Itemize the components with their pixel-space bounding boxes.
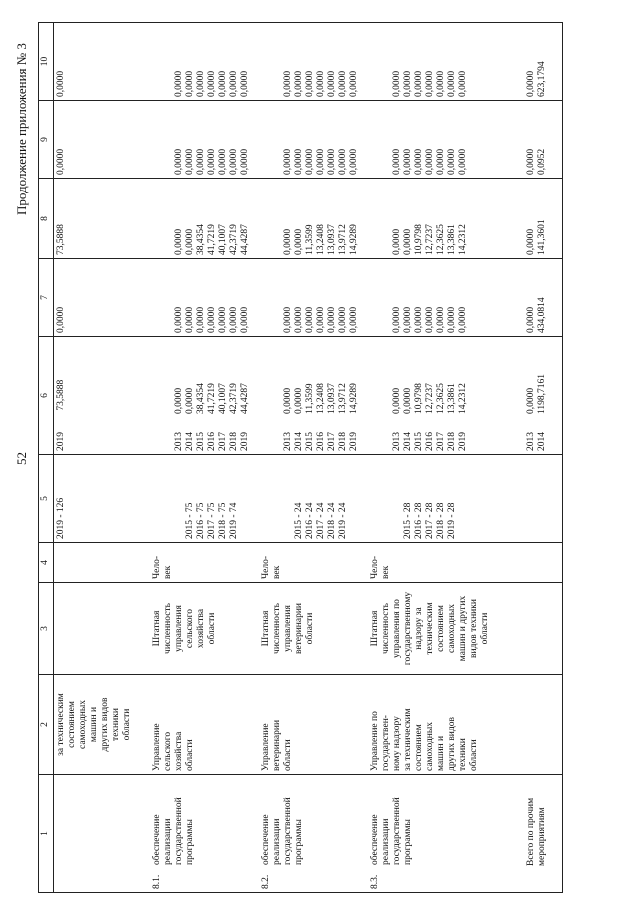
cell-indicator-values bbox=[144, 455, 253, 543]
value-line: 2016 - 24 bbox=[305, 502, 315, 539]
value-line: 0,0000 bbox=[240, 148, 250, 175]
value-line: 0,0000 bbox=[414, 148, 424, 175]
value-line: 38,4354 bbox=[196, 224, 206, 255]
cell-value: 0,0000 bbox=[54, 23, 145, 101]
cell-year-values bbox=[253, 337, 362, 455]
value-line: 0,0000 bbox=[174, 228, 184, 255]
cell-responsible: Управление по государствен- ному надзору за техническим состоянием самоходных машин и других видов техники области bbox=[362, 675, 510, 775]
value-line: 0,0000 bbox=[447, 306, 457, 333]
total-value: 0,0000 bbox=[526, 387, 536, 414]
column-number: 7 bbox=[39, 259, 54, 337]
total-value: 0,0000 bbox=[403, 387, 413, 414]
value-line: 0,0000 bbox=[327, 306, 337, 333]
value-line: 434,0814 bbox=[537, 297, 547, 333]
cell-values-col7 bbox=[253, 259, 362, 337]
total-value: 13,9712 bbox=[338, 383, 348, 414]
value-line: 2017 - 24 bbox=[316, 502, 326, 539]
column-number: 4 bbox=[39, 543, 54, 583]
cell-values-col9 bbox=[362, 101, 510, 179]
value-line: 0,0000 bbox=[327, 148, 337, 175]
value-line: 0,0000 bbox=[229, 306, 239, 333]
total-label: Всего по прочим мероприятиям bbox=[510, 775, 562, 893]
total-value: 0,0000 bbox=[294, 387, 304, 414]
cell-indicator-name: Штатная численность управления сельского хозяйства области bbox=[144, 583, 253, 675]
value-line: 13,3861 bbox=[447, 224, 457, 255]
cell-year-values bbox=[362, 337, 510, 455]
value-line: 0,0000 bbox=[207, 70, 217, 97]
value-line: 0,0000 bbox=[526, 70, 536, 97]
cell-year-values bbox=[144, 337, 253, 455]
value-line: 0,0000 bbox=[403, 306, 413, 333]
value-line: 0,0000 bbox=[447, 148, 457, 175]
total-value: 13,3861 bbox=[447, 383, 457, 414]
cell-value: 0,0000 bbox=[54, 259, 145, 337]
cell-unit: Чело- век bbox=[144, 543, 253, 583]
total-value: 10,9798 bbox=[414, 383, 424, 414]
cell-indicator-name: Штатная численность управления по государственному надзору за техническим состоянием самоходных машин и других видов техники области bbox=[362, 583, 510, 675]
activity-text: обеспечение реализации государственной программы bbox=[152, 797, 195, 865]
total-value: 14,2312 bbox=[458, 383, 468, 414]
value-line: 0,0000 bbox=[185, 148, 195, 175]
column-number: 1 bbox=[39, 775, 54, 893]
year-label: 2013 bbox=[174, 432, 184, 451]
value-line: 0,0000 bbox=[218, 70, 228, 97]
value-line: 12,7237 bbox=[425, 224, 435, 255]
value-line: 13,2408 bbox=[316, 224, 326, 255]
year-label: 2019 bbox=[458, 432, 468, 451]
cell-indicator-values bbox=[253, 455, 362, 543]
value-line: 0,0000 bbox=[174, 306, 184, 333]
cell-responsible: Управление сельского хозяйства области bbox=[144, 675, 253, 775]
page-number: 52 bbox=[14, 452, 29, 465]
value-line: 0,0952 bbox=[537, 148, 547, 175]
year-label: 2019 bbox=[240, 432, 250, 451]
cell-empty bbox=[510, 675, 562, 775]
value-line: 141,3601 bbox=[537, 219, 547, 255]
value-line: 2017 - 75 bbox=[207, 502, 217, 539]
value-line: 2019 - 28 bbox=[447, 502, 457, 539]
value-line: 2015 - 28 bbox=[403, 502, 413, 539]
value-line: 623,1794 bbox=[537, 61, 547, 97]
value-line: 2016 - 75 bbox=[196, 502, 206, 539]
value-line: 0,0000 bbox=[229, 70, 239, 97]
value-line: 0,0000 bbox=[316, 148, 326, 175]
cell-values-col7 bbox=[362, 259, 510, 337]
value-line: 0,0000 bbox=[338, 70, 348, 97]
year-label: 2017 bbox=[327, 432, 337, 451]
cell-responsible: Управление ветеринарии области bbox=[253, 675, 362, 775]
value-line: 0,0000 bbox=[526, 228, 536, 255]
value-line: 0,0000 bbox=[196, 306, 206, 333]
cell-year-total bbox=[54, 337, 145, 455]
value-line: 0,0000 bbox=[185, 228, 195, 255]
value-line: 40,1007 bbox=[218, 224, 228, 255]
year-label: 2017 bbox=[218, 432, 228, 451]
value-line: 0,0000 bbox=[196, 70, 206, 97]
cell-unit: Чело- век bbox=[253, 543, 362, 583]
value-line: 42,3719 bbox=[229, 224, 239, 255]
cell-values-col9 bbox=[510, 101, 562, 179]
value-line: 0,0000 bbox=[174, 148, 184, 175]
cell-values-col8 bbox=[144, 179, 253, 259]
value-line: 0,0000 bbox=[316, 306, 326, 333]
value-line: 11,3599 bbox=[305, 224, 315, 255]
table-row bbox=[144, 23, 253, 893]
value-line: 2018 - 24 bbox=[327, 502, 337, 539]
value-line: 0,0000 bbox=[294, 306, 304, 333]
year-label: 2014 bbox=[537, 432, 547, 451]
total-value: 38,4354 bbox=[196, 383, 206, 414]
year-label: 2018 bbox=[229, 432, 239, 451]
total-value: 44,4287 bbox=[240, 383, 250, 414]
total-value: 0,0000 bbox=[392, 387, 402, 414]
column-number: 6 bbox=[39, 337, 54, 455]
year-label: 2014 bbox=[185, 432, 195, 451]
cell-unit: Чело- век bbox=[362, 543, 510, 583]
cell-values-col10 bbox=[510, 23, 562, 101]
value-line: 2018 - 75 bbox=[218, 502, 228, 539]
value-line bbox=[392, 458, 403, 539]
value-line: 0,0000 bbox=[425, 148, 435, 175]
year-label: 2019 bbox=[349, 432, 359, 451]
value-line: 0,0000 bbox=[283, 70, 293, 97]
total-value: 0,0000 bbox=[174, 387, 184, 414]
total-value: 0,0000 bbox=[185, 387, 195, 414]
total-row bbox=[510, 23, 562, 893]
appendix-continuation-header: Продолжение приложения № 3 bbox=[14, 43, 29, 215]
activity-text: обеспечение реализации государственной программы bbox=[261, 797, 304, 865]
value-line: 0,0000 bbox=[240, 70, 250, 97]
value-line: 0,0000 bbox=[207, 148, 217, 175]
value-line: 0,0000 bbox=[196, 148, 206, 175]
value-line: 0,0000 bbox=[305, 70, 315, 97]
value-line: 0,0000 bbox=[185, 70, 195, 97]
value-line: 2019 - 74 bbox=[229, 502, 239, 539]
year-label: 2013 bbox=[283, 432, 293, 451]
value-line: 0,0000 bbox=[458, 70, 468, 97]
year-label: 2016 bbox=[316, 432, 326, 451]
value-line: 0,0000 bbox=[294, 148, 304, 175]
total-value: 1198,7161 bbox=[537, 373, 547, 414]
value-line: 14,9289 bbox=[349, 224, 359, 255]
value-line: 0,0000 bbox=[283, 228, 293, 255]
year-label: 2016 bbox=[207, 432, 217, 451]
cell-value: 0,0000 bbox=[54, 101, 145, 179]
column-number: 5 bbox=[39, 455, 54, 543]
total-value: 42,3719 bbox=[229, 383, 239, 414]
value-line: 0,0000 bbox=[229, 148, 239, 175]
cell-values-col10 bbox=[253, 23, 362, 101]
cell-year-values bbox=[510, 337, 562, 455]
value-line: 0,0000 bbox=[185, 306, 195, 333]
value-line: 10,9798 bbox=[414, 224, 424, 255]
cell-responsible: за техническим состоянием самоходных машин и других видов техники области bbox=[54, 675, 145, 775]
value-line bbox=[283, 458, 294, 539]
year-label: 2015 bbox=[196, 432, 206, 451]
value-line: 0,0000 bbox=[174, 70, 184, 97]
cell-empty bbox=[510, 543, 562, 583]
cell-values-col10 bbox=[144, 23, 253, 101]
table-row bbox=[253, 23, 362, 893]
cell-empty bbox=[510, 455, 562, 543]
row-number: 8.3. bbox=[370, 874, 380, 889]
value-line: 0,0000 bbox=[458, 148, 468, 175]
value-line: 2019 - 24 bbox=[338, 502, 348, 539]
cell-activity bbox=[362, 775, 510, 893]
total-value: 12,7237 bbox=[425, 383, 435, 414]
value-line: 0,0000 bbox=[349, 148, 359, 175]
column-number: 2 bbox=[39, 675, 54, 775]
value-line: 0,0000 bbox=[436, 148, 446, 175]
activity-text: обеспечение реализации государственной программы bbox=[370, 797, 413, 865]
table-body bbox=[144, 23, 562, 893]
cell-empty bbox=[54, 775, 145, 893]
year-label: 2013 bbox=[392, 432, 402, 451]
value-line: 0,0000 bbox=[414, 306, 424, 333]
year-label: 2018 bbox=[338, 432, 348, 451]
value-line: 0,0000 bbox=[294, 70, 304, 97]
cell-values-col8 bbox=[510, 179, 562, 259]
budget-table bbox=[38, 22, 563, 893]
value-line bbox=[174, 458, 185, 539]
total-value: 0,0000 bbox=[283, 387, 293, 414]
cell-values-col7 bbox=[510, 259, 562, 337]
value-line: 0,0000 bbox=[207, 306, 217, 333]
total-value: 41,7219 bbox=[207, 383, 217, 414]
value-line: 0,0000 bbox=[458, 306, 468, 333]
value-line: 2016 - 28 bbox=[414, 502, 424, 539]
value-line: 41,7219 bbox=[207, 224, 217, 255]
row-number: 8.2. bbox=[261, 874, 271, 889]
value-line: 0,0000 bbox=[392, 70, 402, 97]
value-line: 2015 - 75 bbox=[185, 502, 195, 539]
value-line: 44,4287 bbox=[240, 224, 250, 255]
year-label: 2014 bbox=[294, 432, 304, 451]
table-row bbox=[54, 23, 145, 893]
value-line: 0,0000 bbox=[305, 306, 315, 333]
column-number: 9 bbox=[39, 101, 54, 179]
cell-indicator: 2019 - 126 bbox=[54, 455, 145, 543]
cell-values-col9 bbox=[253, 101, 362, 179]
value-line: 0,0000 bbox=[218, 148, 228, 175]
value-line: 0,0000 bbox=[338, 306, 348, 333]
column-number: 8 bbox=[39, 179, 54, 259]
value-line: 0,0000 bbox=[349, 306, 359, 333]
value-line: 0,0000 bbox=[392, 228, 402, 255]
year-label: 2015 bbox=[414, 432, 424, 451]
value-line: 0,0000 bbox=[283, 148, 293, 175]
value-line: 0,0000 bbox=[436, 70, 446, 97]
total-value: 12,3625 bbox=[436, 383, 446, 414]
value-line: 0,0000 bbox=[327, 70, 337, 97]
value-line: 0,0000 bbox=[349, 70, 359, 97]
value-line: 0,0000 bbox=[425, 306, 435, 333]
value-line: 0,0000 bbox=[425, 70, 435, 97]
year-label: 2014 bbox=[403, 432, 413, 451]
cell-values-col9 bbox=[144, 101, 253, 179]
cell-empty bbox=[510, 583, 562, 675]
cell-activity bbox=[144, 775, 253, 893]
value-line: 2015 - 24 bbox=[294, 502, 304, 539]
total-value: 13,2408 bbox=[316, 383, 326, 414]
cell-indicator-name: Штатная численность управления ветеринарии области bbox=[253, 583, 362, 675]
value-line: 0,0000 bbox=[403, 148, 413, 175]
total-value: 40,1007 bbox=[218, 383, 228, 414]
cell-empty bbox=[54, 583, 145, 675]
total-value: 73,5888 bbox=[56, 379, 66, 411]
value-line: 0,0000 bbox=[392, 306, 402, 333]
table-row bbox=[362, 23, 510, 893]
value-line: 2017 - 28 bbox=[425, 502, 435, 539]
value-line: 0,0000 bbox=[414, 70, 424, 97]
row-number: 8.1. bbox=[152, 874, 162, 889]
column-number: 10 bbox=[39, 23, 54, 101]
value-line: 14,2312 bbox=[458, 224, 468, 255]
value-line: 0,0000 bbox=[294, 228, 304, 255]
cell-values-col8 bbox=[362, 179, 510, 259]
value-line: 0,0000 bbox=[526, 148, 536, 175]
column-number-row bbox=[39, 23, 54, 893]
year-label: 2013 bbox=[526, 432, 536, 451]
value-line: 0,0000 bbox=[526, 306, 536, 333]
value-line: 0,0000 bbox=[403, 70, 413, 97]
value-line: 0,0000 bbox=[305, 148, 315, 175]
cell-values-col8 bbox=[253, 179, 362, 259]
value-line: 13,9712 bbox=[338, 224, 348, 255]
value-line: 0,0000 bbox=[218, 306, 228, 333]
column-number: 3 bbox=[39, 583, 54, 675]
value-line: 0,0000 bbox=[392, 148, 402, 175]
year-label: 2017 bbox=[436, 432, 446, 451]
value-line: 0,0000 bbox=[283, 306, 293, 333]
value-line: 12,3625 bbox=[436, 224, 446, 255]
cell-values-col10 bbox=[362, 23, 510, 101]
value-line: 13,0937 bbox=[327, 224, 337, 255]
year-label: 2019 bbox=[56, 432, 66, 451]
value-line: 0,0000 bbox=[436, 306, 446, 333]
value-line: 0,0000 bbox=[447, 70, 457, 97]
cell-empty bbox=[54, 543, 145, 583]
total-value: 11,3599 bbox=[305, 383, 315, 414]
year-label: 2015 bbox=[305, 432, 315, 451]
value-line: 0,0000 bbox=[240, 306, 250, 333]
cell-value: 73,5888 bbox=[54, 179, 145, 259]
year-label: 2016 bbox=[425, 432, 435, 451]
cell-activity bbox=[253, 775, 362, 893]
value-line: 0,0000 bbox=[338, 148, 348, 175]
total-value: 13,0937 bbox=[327, 383, 337, 414]
value-line: 2018 - 28 bbox=[436, 502, 446, 539]
year-label: 2018 bbox=[447, 432, 457, 451]
cell-indicator-values bbox=[362, 455, 510, 543]
value-line: 0,0000 bbox=[316, 70, 326, 97]
value-line: 0,0000 bbox=[403, 228, 413, 255]
total-value: 14,9289 bbox=[349, 383, 359, 414]
cell-values-col7 bbox=[144, 259, 253, 337]
